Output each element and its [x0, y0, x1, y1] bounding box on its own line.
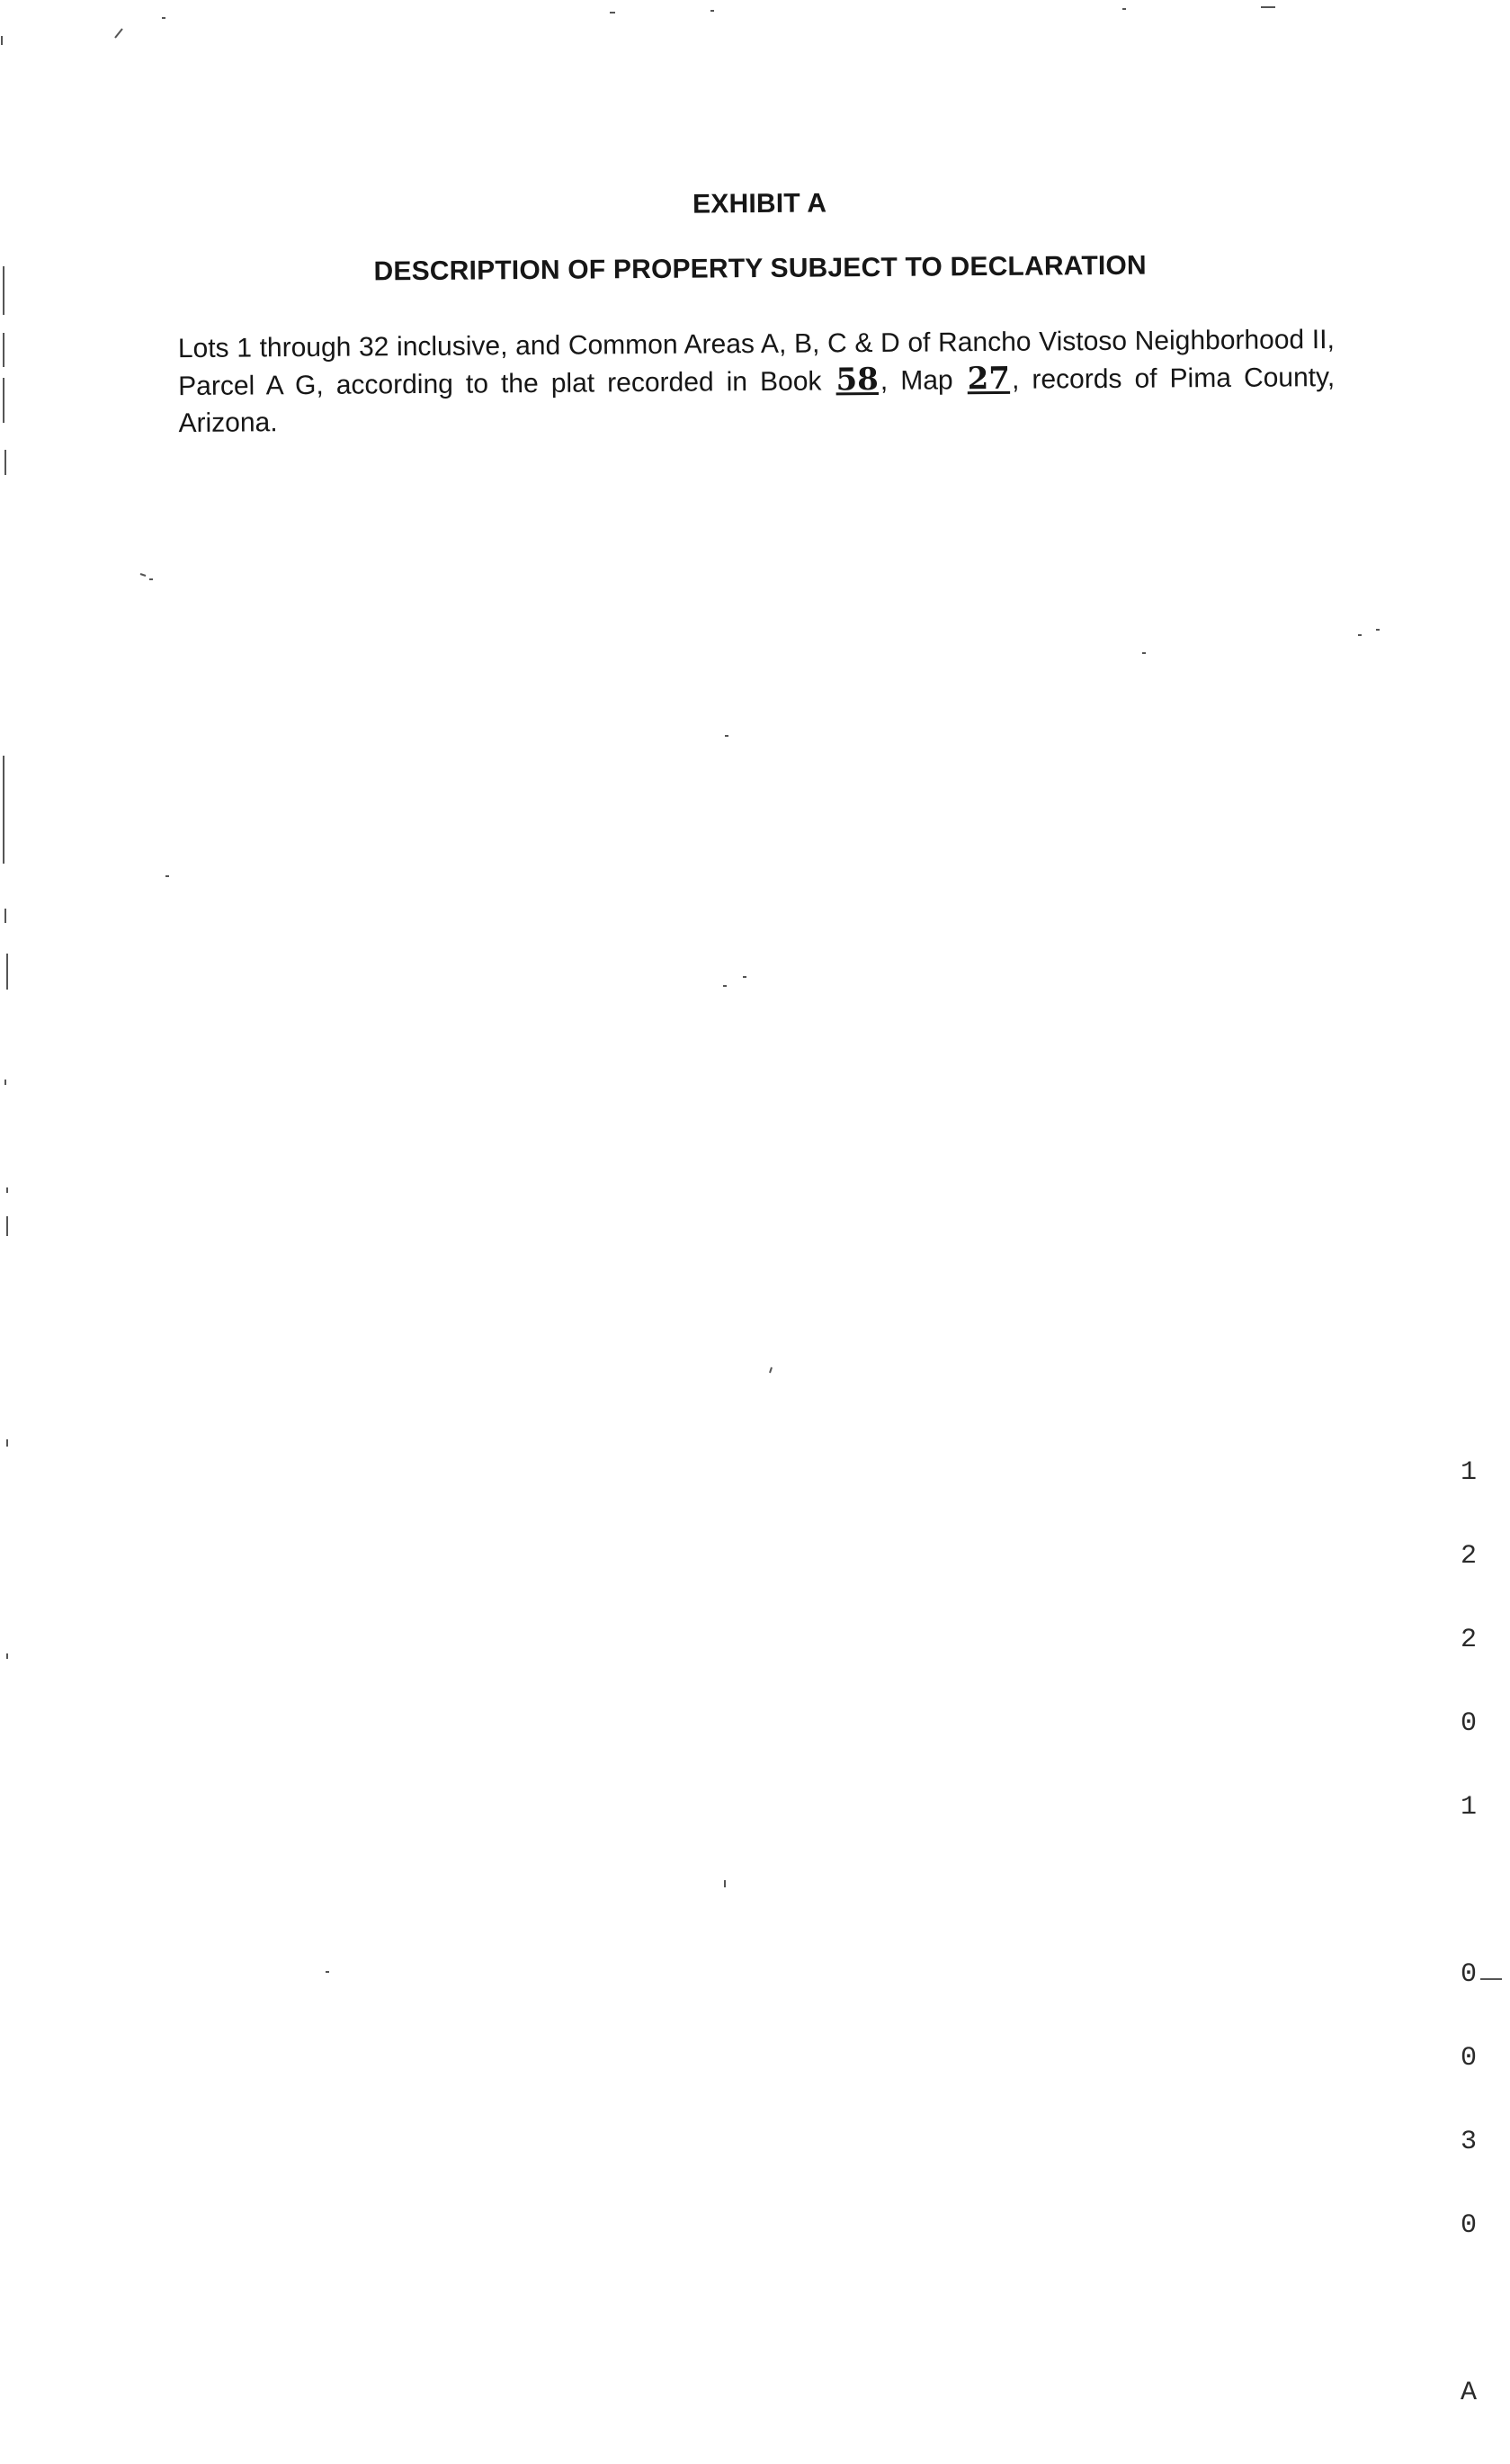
handwritten-map-number: 27 [967, 360, 1011, 398]
stamp-char: 2 [1460, 1625, 1477, 1655]
stamp-char: 1 [1460, 1792, 1477, 1823]
recording-stamp [1455, 1403, 1482, 2463]
stamp-gap [1455, 1877, 1482, 1905]
stamp-char: 1 [1460, 1457, 1477, 1488]
stamp-char: 0 [1460, 1708, 1477, 1739]
description-text-middle: , Map [880, 365, 966, 396]
handwritten-book-number: 58 [835, 361, 880, 399]
stamp-char: 3 [1460, 2127, 1477, 2157]
stamp-char: 0 [1460, 2043, 1477, 2074]
stamp-char: A [1460, 2378, 1477, 2408]
stamp-char: 0 [1460, 1959, 1477, 1990]
stamp-char: 0 [1460, 2210, 1477, 2241]
property-description [178, 321, 1336, 442]
stamp-gap [1455, 2296, 1482, 2324]
description-text-start: Lots 1 through 32 inclusive, and Common Areas A, B, C & D of Rancho Vistoso Neighborhood II, Parcel A G, according to the plat recorded in Book [177, 324, 1335, 402]
description-text-end: , records of Pima County, Arizona. [178, 362, 1336, 439]
stamp-char: 2 [1460, 1541, 1477, 1572]
exhibit-title: EXHIBIT A [692, 188, 827, 220]
section-title: DESCRIPTION OF PROPERTY SUBJECT TO DECLARATION [373, 250, 1147, 287]
